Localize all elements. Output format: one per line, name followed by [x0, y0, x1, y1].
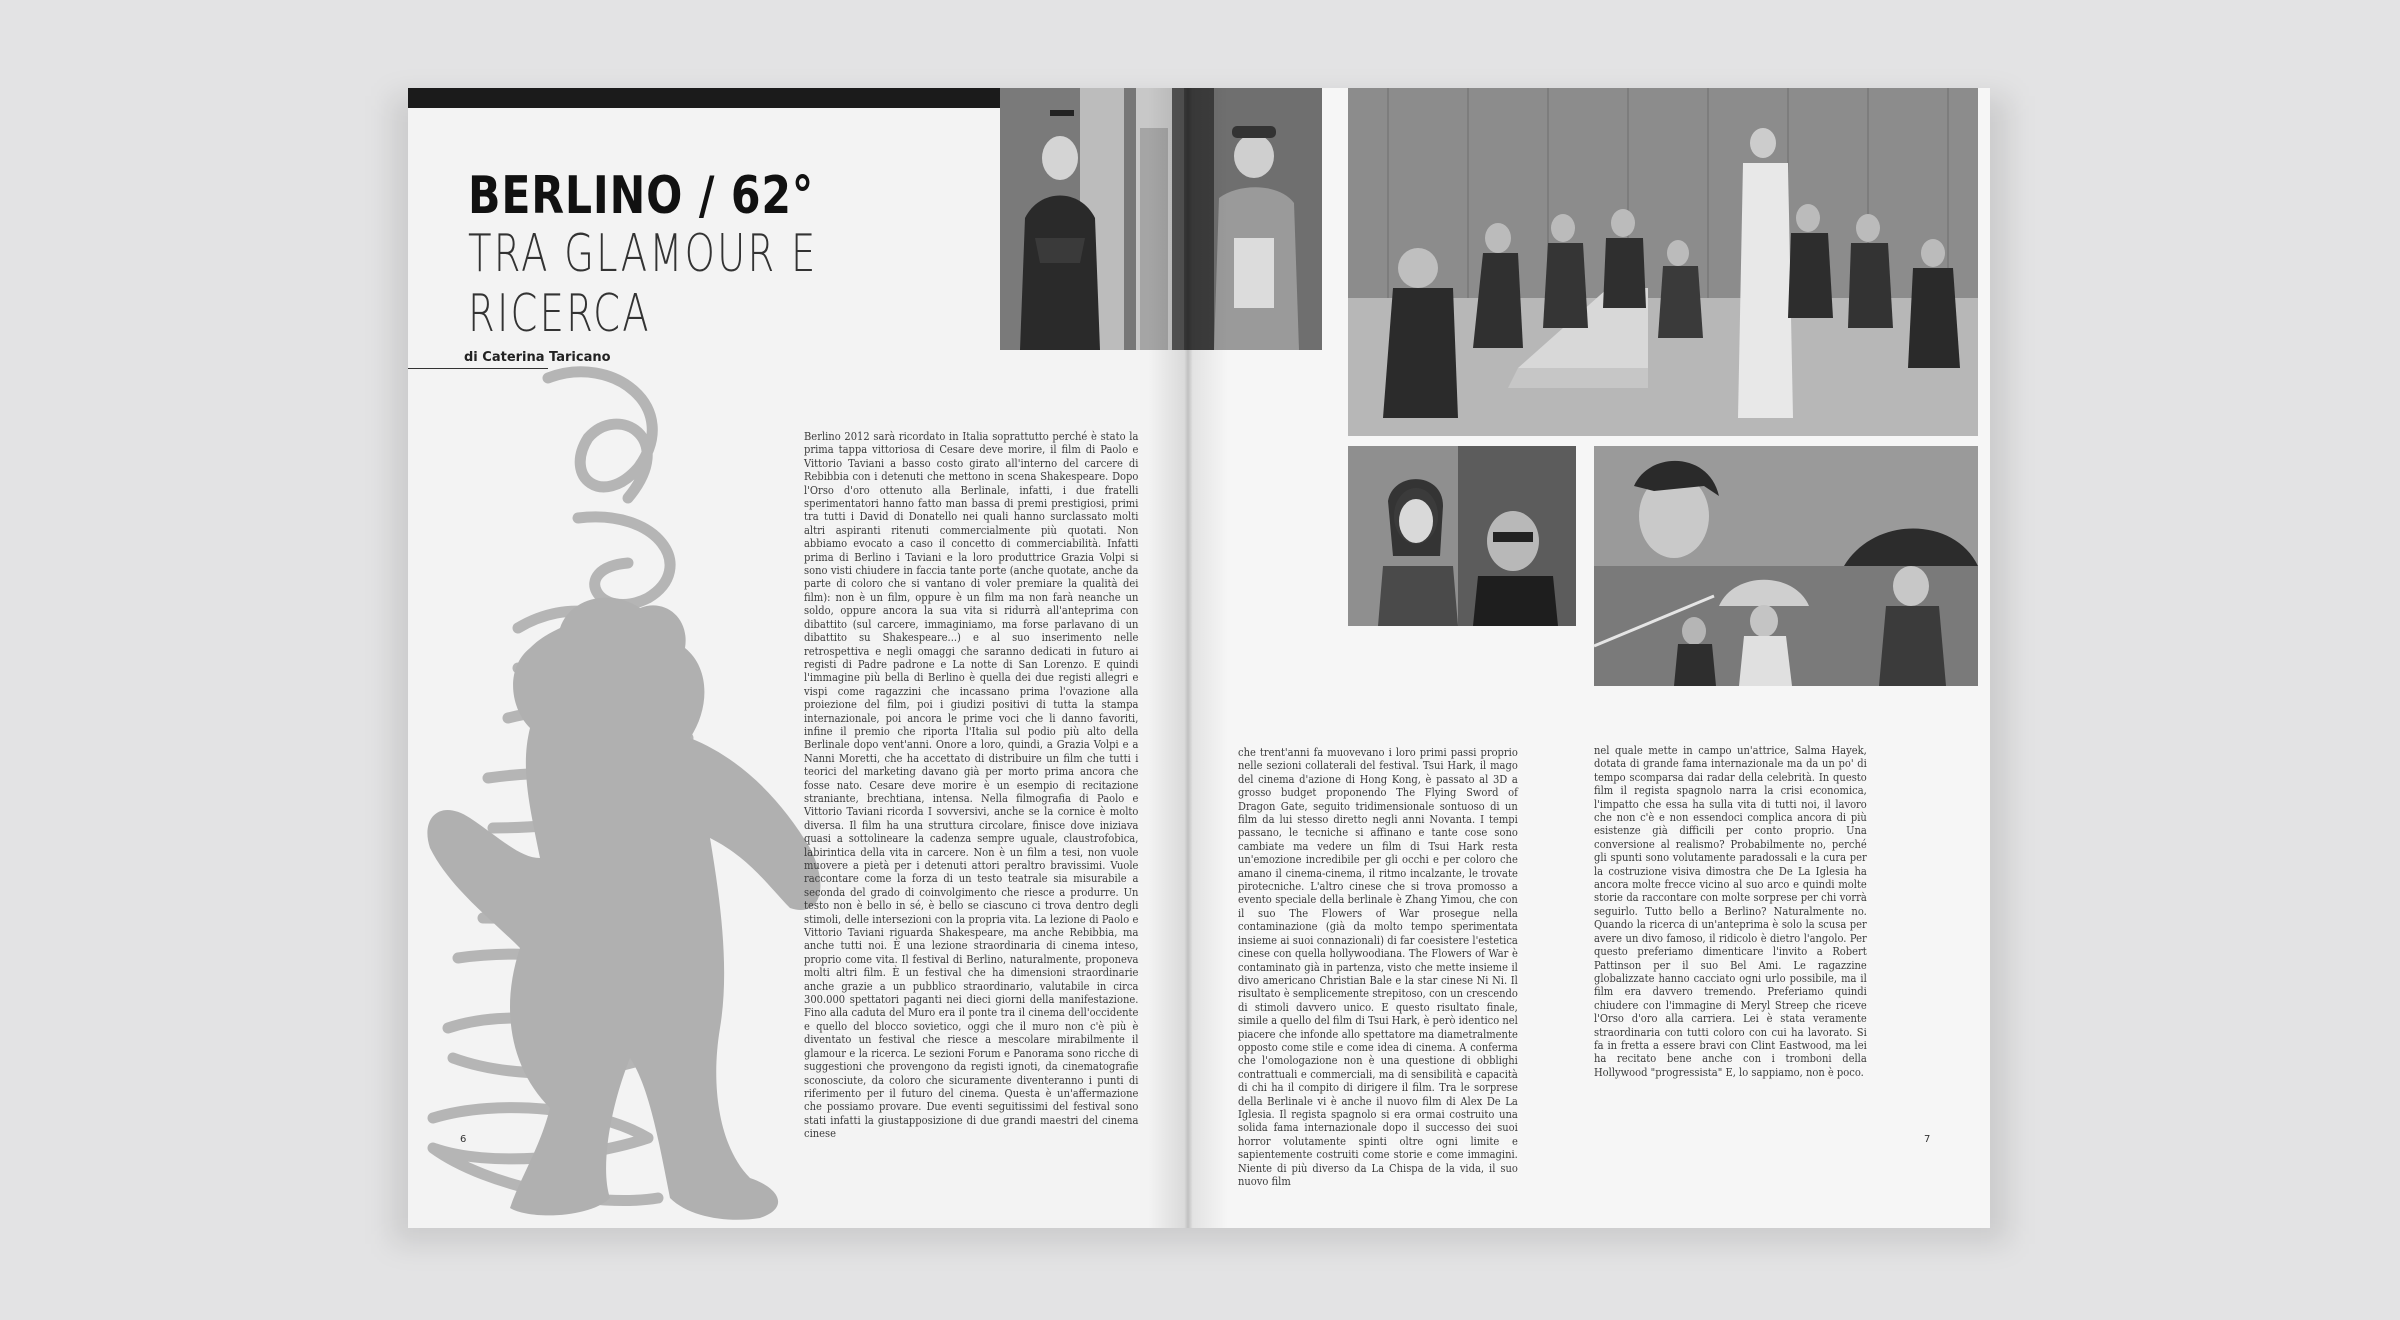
left-page	[408, 88, 1184, 1228]
byline-rule	[408, 368, 548, 369]
right-page	[1184, 88, 1990, 1228]
article-body-column-right-1: che trent'anni fa muovevano i loro primi passi proprio nelle sezioni collaterali del festival. Tsui Hark, il mago del cinema d'azione di Hong Kong, è passato al 3D a grosso budget proponendo The Flying Sword of Dragon Gate, seguito tridimensionale sontuoso di un film da lui stesso diretto negli anni Novanta. I tempi passano, le tecniche si affinano e tante cose sono cambiate ma vedere un film di Tsui Hark resta un'emozione incredibile per gli occhi e per coloro che amano il cinema-cinema, il ritmo incalzante, le trovate pirotecniche. L'altro cinese che si trova promosso a evento speciale della berlinale è Zhang Yimou, che con il suo The Flowers of War prosegue nella contaminazione (già da molto tempo sperimentata insieme ai suoi connazionali) di far coesistere l'estetica cinese con quella hollywoodiana. The Flowers of War è contaminato già in partenza, visto che mette insieme il divo americano Christian Bale e la star cinese Ni Ni. Il risultato è semplicemente strepitoso, con un crescendo di stimoli davvero unico. E questo risultato finale, simile a quello del film di Tsui Hark, è però identico nel piacere che infonde allo spettatore ma diametralmente opposto come stile e come idea di cinema. A conferma che l'omologazione non è una questione di obblighi contrattuali e commerciali, ma di sensibilità e capacità di chi ha il compito di dirigere il film. Tra le sorprese della Berlinale vi è anche il nuovo film di Alex De La Iglesia. Il regista spagnolo si era ormai costruito una solida fama internazionale dopo il successo dei suoi horror volutamente spinti oltre ogni limite e sapientemente costruiti come storie e come immagini. Niente di più diverso da La Chispa de la vida, il suo nuovo film	[1238, 746, 1518, 1188]
photo-taviani-brothers	[1000, 88, 1124, 350]
article-title: BERLINO / 62°	[468, 166, 815, 226]
photo-corridor	[1124, 88, 1184, 350]
photo-la-chispa-de-la-vida-still	[1348, 446, 1576, 626]
article-body-column-left: Berlino 2012 sarà ricordato in Italia soprattutto perché è stato la prima tappa vittoriosa di Cesare deve morire, il film di Paolo e Vittorio Taviani a basso costo girato all'interno del carcere di Rebibbia con i detenuti che mettono in scena Shakespeare. Dopo l'Orso d'oro ottenuto alla Berlinale, infatti, i due fratelli sperimentatori hanno fatto man bassa di premi prestigiosi, primi tra tutti i David di Donatello nei quali hanno surclassato molti altri aspiranti ritenuti commercialmente più quotati. Non abbiamo evocato a caso il concetto di commerciabilità. Infatti prima di Berlino i Taviani e la loro produttrice Grazia Volpi si sono visti chiudere in faccia tante porte (anche quotate, anche da parte di coloro che si vantano di voler premiare la qualità dei film): non è un film, oppure è un film ma non farà neanche un soldo, oppure ancora la sua vita si ridurrà all'anteprima con dibattito (sul carcere, immaginiamo, ma forse parlavano di un dibattito su Shakespeare...) e al suo inserimento nelle retrospettiva e negli omaggi che saranno dedicati in futuro ai registi di Padre padrone e La notte di San Lorenzo. E quindi l'immagine più bella di Berlino è quella dei due registi allegri e vispi come ragazzini che incassano prima l'ovazione alla proiezione del film, poi i giudizi positivi di tutta la stampa internazionale, poi ancora le prime voci che li danno favoriti, infine il premio che riporta l'Italia sul podio più alto della Berlinale dopo vent'anni. Onore a loro, quindi, a Grazia Volpi e a Nanni Moretti, che ha accettato di distribuire un film che tutti i teorici del marketing davano già per morto prima ancora che fosse nato. Cesare deve morire è un esempio di recitazione straniante, brechtiana, intensa. Nella filmografia di Paolo e Vittorio Taviani ricorda I sovversivi, anche se la cornice è molto diversa. Il film ha una struttura circolare, finisce dove iniziava quasi a sottolineare la cadenza sempre uguale, claustrofobica, labirintica della vita in carcere. Non è un film a tesi, non vuole muovere a pietà per i detenuti attori peraltro bravissimi. Vuole raccontare come la forza di un testo teatrale sia misurabile a seconda del grado di coinvolgimento che riesce a produrre. Un testo non è bello in sé, è bello se ciascuno ci trova dentro degli stimoli, delle intersezioni con la propria vita. La lezione di Paolo e Vittorio Taviani riguarda Shakespeare, ma anche Rebibbia, ma anche tutti noi. È una lezione straordinaria di cinema inteso, proprio come vita. Il festival di Berlino, naturalmente, proponeva molti altri film. È un festival che ha dimensioni straordinarie anche grazie a un pubblico straordinario, valutabile in circa 300.000 spettatori paganti nei dieci giorni della manifestazione. Fino alla caduta del Muro era il ponte tra il cinema dell'occidente e quello del blocco sovietico, oggi che il muro non c'è più è diventato un festival che riesce a mescolare mirabilmente il glamour e la ricerca. Le sezioni Forum e Panorama sono ricche di suggestioni che provengono da registi ignoti, da cinematografie sconosciute, da coloro che sicuramente diventeranno i punti di riferimento per il futuro del cinema. Questa è un'affermazione che possiamo provare. Due eventi seguitissimi del festival sono stati infatti la giustapposizione di due grandi maestri del cinema cinese	[804, 430, 1139, 1141]
article-subtitle: TRA GLAMOUR E RICERCA	[468, 224, 818, 344]
photo-director-portrait	[1184, 88, 1322, 350]
article-body-column-right-2: nel quale mette in campo un'attrice, Salma Hayek, dotata di grande fama internazionale ma da un po' di tempo scomparsa dai radar della celebrità. In questo film il regista spagnolo narra la crisi economica, l'impatto che essa ha sulla vita di tutti noi, il lavoro che non c'è e non essendoci complica ancora di più esistenze già difficili per conto proprio. Una conversione al realismo? Probabilmente no, perché gli spunti sono volutamente paradossali e la cura per la costruzione visiva dimostra che De La Iglesia ha ancora molte frecce vicino al suo arco e quindi molte storie da raccontare con molte sorprese per chi vorrà seguirlo. Tutto bello a Berlino? Naturalmente no. Quando la ricerca di un'anteprima è solo la scusa per avere un divo famoso, il ridicolo è dietro l'angolo. Per questo preferiamo dimenticare l'invito a Robert Pattinson per il suo Bel Ami. Le ragazzine globalizzate hanno cacciato ogni urlo possibile, ma il film era davvero tremendo. Preferiamo quindi chiudere con l'immagine di Meryl Streep che riceve l'Orso d'oro alla carriera. Lei è stata veramente straordinaria con tutti coloro con cui ha lavorato. Si fa in fretta a essere bravi con Clint Eastwood, ma lei ha recitato bene anche con i tromboni della Hollywood "progressista" E, lo sappiamo, non è poco.	[1594, 744, 1867, 1079]
top-black-bar	[408, 88, 1000, 108]
berlin-bear-emblem	[410, 588, 830, 1228]
photo-cesare-deve-morire-still	[1348, 88, 1978, 436]
page-number-left: 6	[460, 1134, 467, 1145]
page-number-right: 7	[1924, 1134, 1931, 1145]
author-byline: di Caterina Taricano	[464, 350, 611, 365]
photo-flying-swords-of-dragon-gate-still	[1594, 446, 1978, 686]
